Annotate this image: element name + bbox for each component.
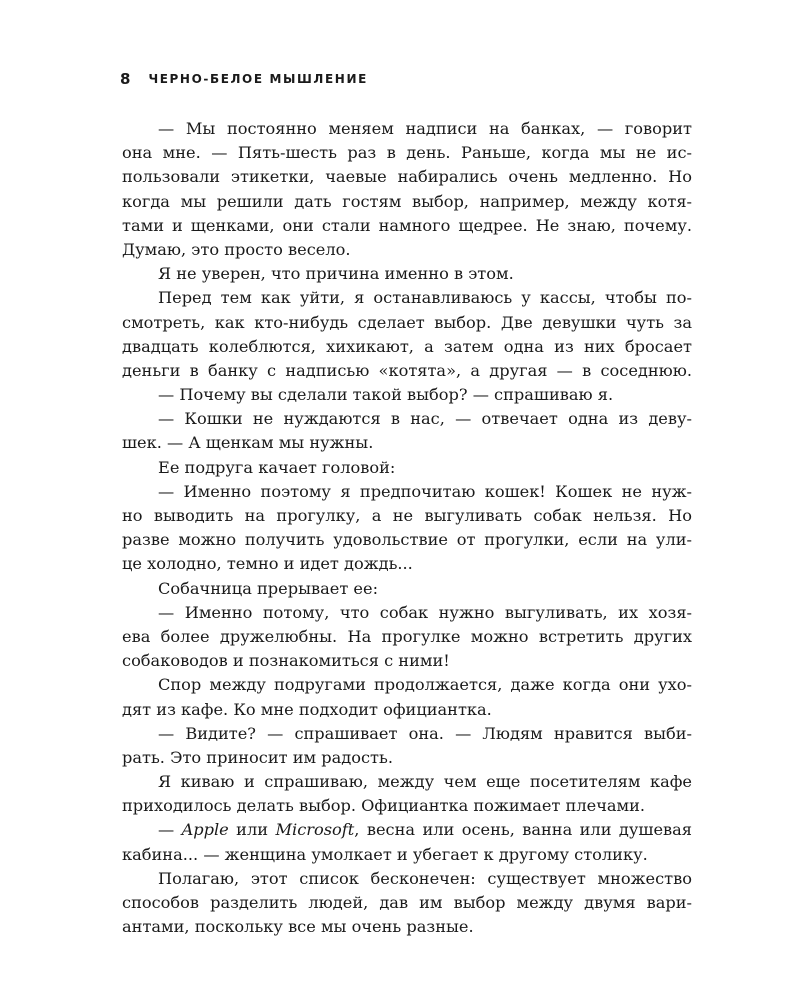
text-line: — Кошки не нуждаются в нас, — отвечает одна из деву- — [158, 409, 692, 429]
text-line: Я киваю и спрашиваю, между чем еще посетителям кафе — [158, 772, 692, 792]
text-line: пользовали этикетки, чаевые набирались очень медленно. Но — [122, 167, 692, 187]
text-line: Думаю, это просто весело. — [122, 239, 351, 259]
text-line: Собачница прерывает ее: — [158, 578, 379, 598]
text-line: шек. — А щенкам мы нужны. — [122, 433, 374, 453]
text-line: дят из кафе. Ко мне подходит официантка. — [122, 699, 492, 719]
dash: — — [158, 820, 182, 840]
text-line: способов разделить людей, дав им выбор между двумя вари- — [122, 893, 692, 912]
running-title: ЧЕРНО-БЕЛОЕ МЫШЛЕНИЕ — [148, 72, 368, 86]
text-line: смотреть, как кто-нибудь сделает выбор. Две девушки чуть за — [122, 312, 692, 332]
text-line: — Видите? — спрашивает она. — Людям нравится выби- — [158, 723, 692, 743]
text-line: Я не уверен, что причина именно в этом. — [158, 264, 514, 284]
text-line: — Именно потому, что собак нужно выгуливать, их хозя- — [158, 602, 692, 622]
text-line: Полагаю, этот список бесконечен: существует множество — [158, 868, 692, 888]
text-line: — Мы постоянно меняем надписи на банках, — говорит — [158, 119, 692, 138]
text-line: деньги в банку с надписью «котята», а другая — в соседнюю. — [122, 360, 692, 380]
text-line: приходилось делать выбор. Официантка пожимает плечами. — [122, 796, 646, 816]
text-line: тами и щенками, они стали намного щедрее. Не знаю, почему. — [122, 215, 692, 235]
brand-apple: Apple — [181, 820, 229, 840]
text-line — [122, 818, 692, 842]
brand-microsoft: Microsoft — [275, 820, 355, 840]
text-line: рать. Это приносит им радость. — [122, 747, 393, 767]
text-line: Спор между подругами продолжается, даже когда они ухо- — [158, 675, 692, 695]
page-number: 8 — [120, 70, 131, 88]
text-line: двадцать колеблются, хихикают, а затем одна из них бросает — [122, 336, 692, 356]
text-line: но выводить на прогулку, а не выгуливать собак нельзя. Но — [122, 506, 692, 525]
text-line: разве можно получить удовольствие от прогулки, если на ули- — [122, 530, 692, 550]
running-header — [120, 68, 368, 90]
text-line: — Почему вы сделали такой выбор? — спрашиваю я. — [158, 385, 614, 405]
text-line: когда мы решили дать гостям выбор, например, между котя- — [122, 191, 692, 211]
text-line: Перед тем как уйти, я останавливаюсь у кассы, чтобы по- — [158, 288, 692, 308]
conjunction: или — [228, 820, 276, 840]
text-line: це холодно, темно и идет дождь... — [122, 554, 413, 574]
text-line: Ее подруга качает головой: — [158, 457, 396, 477]
text-line: собаководов и познакомиться с ними! — [122, 651, 450, 671]
text-line: ева более дружелюбны. На прогулке можно встретить других — [122, 626, 692, 646]
line-rest: , весна или осень, ванна или душевая — [354, 820, 692, 840]
text-line: — Именно поэтому я предпочитаю кошек! Кошек не нуж- — [158, 481, 692, 501]
body-text — [122, 117, 692, 939]
text-line: кабина... — женщина умолкает и убегает к другому столику. — [122, 844, 648, 864]
text-line: она мне. — Пять-шесть раз в день. Раньше, когда мы не ис- — [122, 143, 692, 163]
text-line: антами, поскольку все мы очень разные. — [122, 917, 474, 937]
